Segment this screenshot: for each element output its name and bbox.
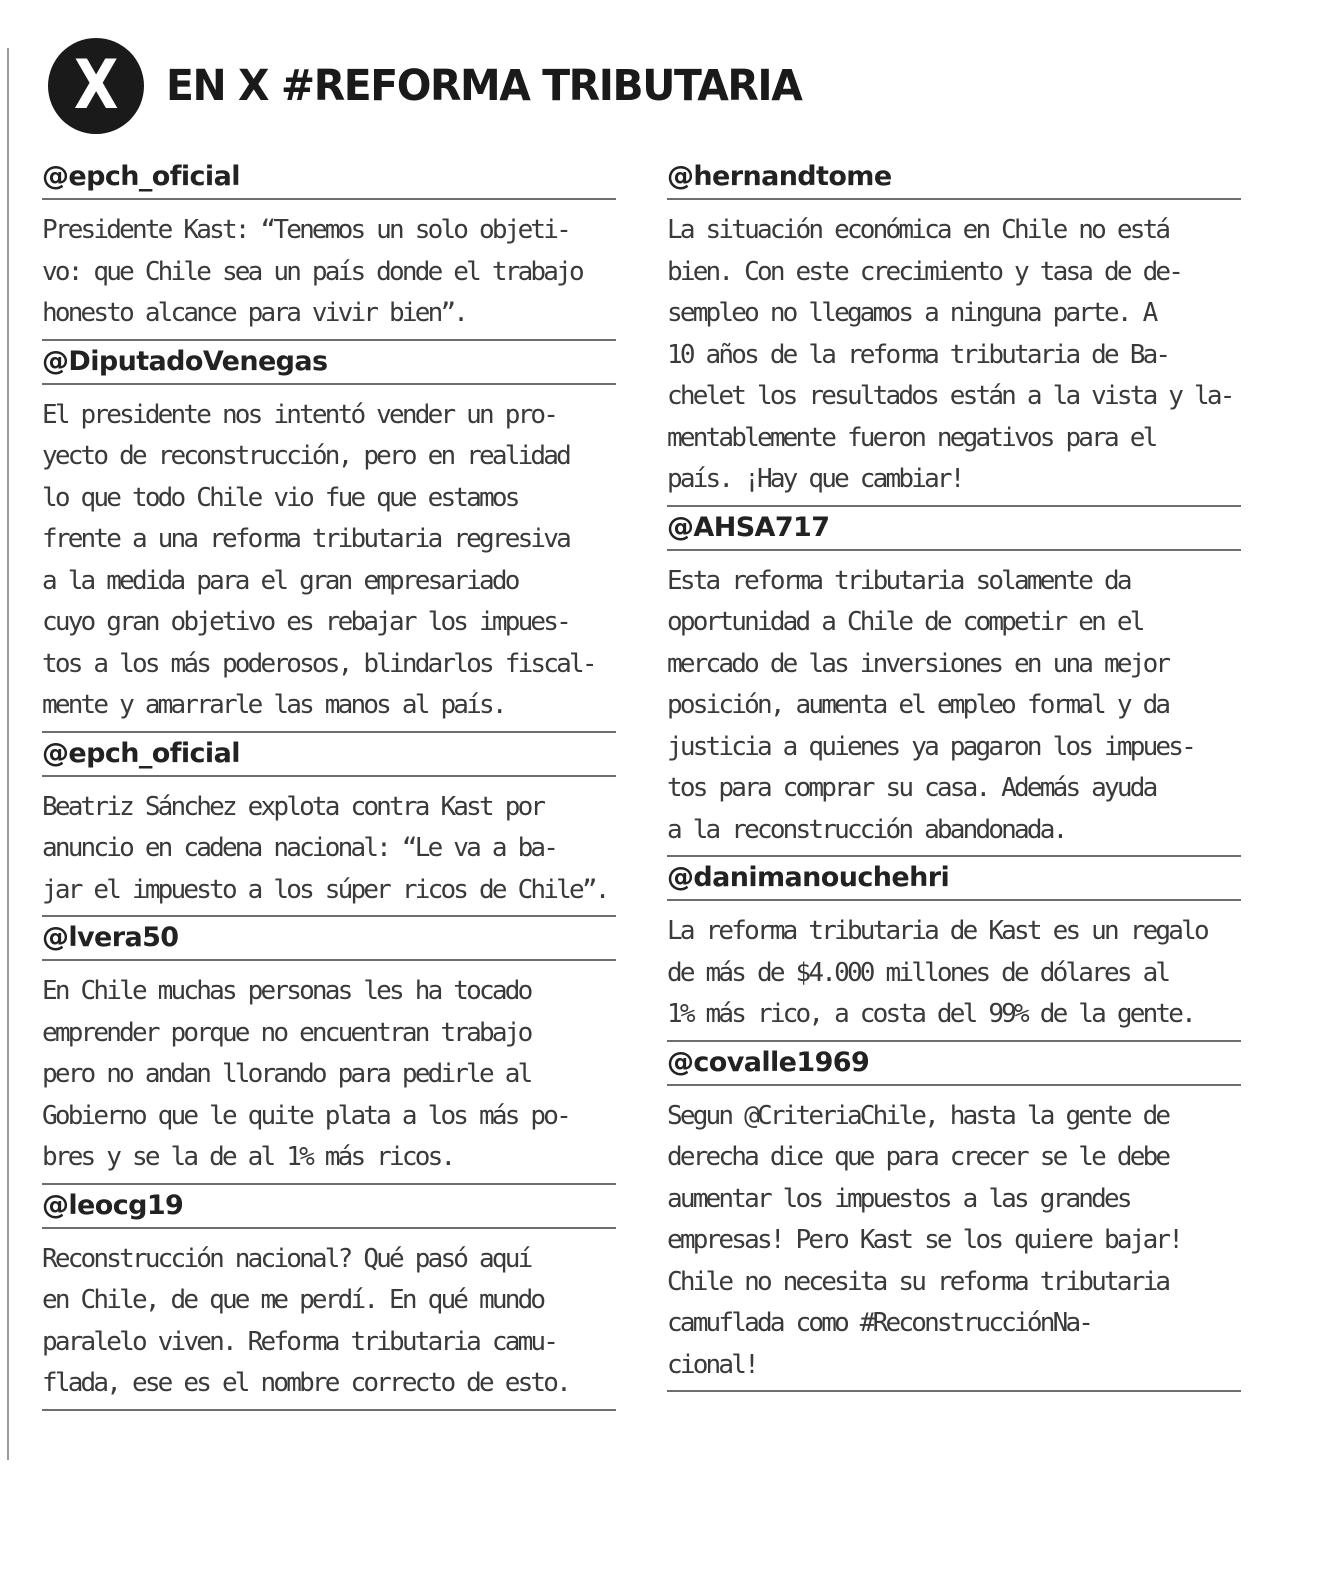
- post-text: Presidente Kast: “Tenemos un solo objeti- vo: que Chile sea un país donde el trabajo honesto alcance para vivir bien”.: [42, 215, 582, 328]
- post-handle: @AHSA717: [667, 507, 1241, 551]
- post-text: La reforma tributaria de Kast es un regalo de más de $4.000 millones de dólares al 1% más rico, a costa del 99% de la gente.: [667, 916, 1207, 1029]
- left-column: [42, 156, 616, 1411]
- post-handle: @epch_oficial: [42, 156, 616, 200]
- post-text: En Chile muchas personas les ha tocado emprender porque no encuentran trabajo pero no andan llorando para pedirle al Gobierno que le quite plata a los más po- bres y se la de al 1% más ricos.: [42, 976, 569, 1172]
- post: [667, 1042, 1241, 1393]
- post-text: Beatriz Sánchez explota contra Kast por anuncio en cadena nacional: “Le va a ba- jar el impuesto a los súper ricos de Chile”.: [42, 791, 608, 905]
- post: [667, 507, 1241, 858]
- post-handle: @lvera50: [42, 917, 616, 961]
- x-logo-icon: [48, 38, 144, 134]
- page-title: EN X #REFORMA TRIBUTARIA: [166, 61, 802, 111]
- post: [42, 156, 616, 341]
- post: [42, 917, 616, 1185]
- right-column: [667, 156, 1241, 1392]
- post: [42, 733, 616, 918]
- post-handle: @hernandtome: [667, 156, 1241, 200]
- post: [42, 1185, 616, 1411]
- post-text: Esta reforma tributaria solamente da oportunidad a Chile de competir en el mercado de las inversiones en una mejor posición, aumenta el empleo formal y da justicia a quienes ya pagaron los impues- tos para comprar su casa. Además ayuda a la reconstrucción abandonada.: [667, 565, 1194, 845]
- post-handle: @leocg19: [42, 1185, 616, 1229]
- x-logo-letter: X: [73, 46, 119, 125]
- post-handle: @epch_oficial: [42, 733, 616, 777]
- post: [667, 156, 1241, 507]
- post-handle: @danimanouchehri: [667, 857, 1241, 901]
- column-divider-rule: [7, 48, 9, 1460]
- post-text: Segun @CriteriaChile, hasta la gente de derecha dice que para crecer se le debe aumentar los impuestos a las grandes empresas! Pero Kast se los quiere bajar! Chile no necesita su reforma tributaria camuflada como #ReconstrucciónNa- cional!: [667, 1100, 1182, 1380]
- post-text: Reconstrucción nacional? Qué pasó aquí en Chile, de que me perdí. En qué mundo paralelo viven. Reforma tributaria camu- flada, ese es el nombre correcto de esto.: [42, 1243, 569, 1398]
- post: [667, 857, 1241, 1042]
- post-handle: @covalle1969: [667, 1042, 1241, 1086]
- post-handle: @DiputadoVenegas: [42, 341, 616, 385]
- post-text: El presidente nos intentó vender un pro- yecto de reconstrucción, pero en realidad lo que todo Chile vio fue que estamos frente a una reforma tributaria regresiva a la medida para el gran empresariado cuyo gran objetivo es rebajar los impues- tos a los más poderosos, blindarlos fiscal- mente y amarrarle las manos al país.: [42, 399, 595, 720]
- section-header: [48, 38, 835, 134]
- post: [42, 341, 616, 733]
- post-text: La situación económica en Chile no está bien. Con este crecimiento y tasa de de- sempleo no llegamos a ninguna parte. A 10 años de la reforma tributaria de Ba- chelet los resultados están a la vista y la- mentablemente fueron negativos para el país. ¡Hay que cambiar!: [667, 215, 1233, 494]
